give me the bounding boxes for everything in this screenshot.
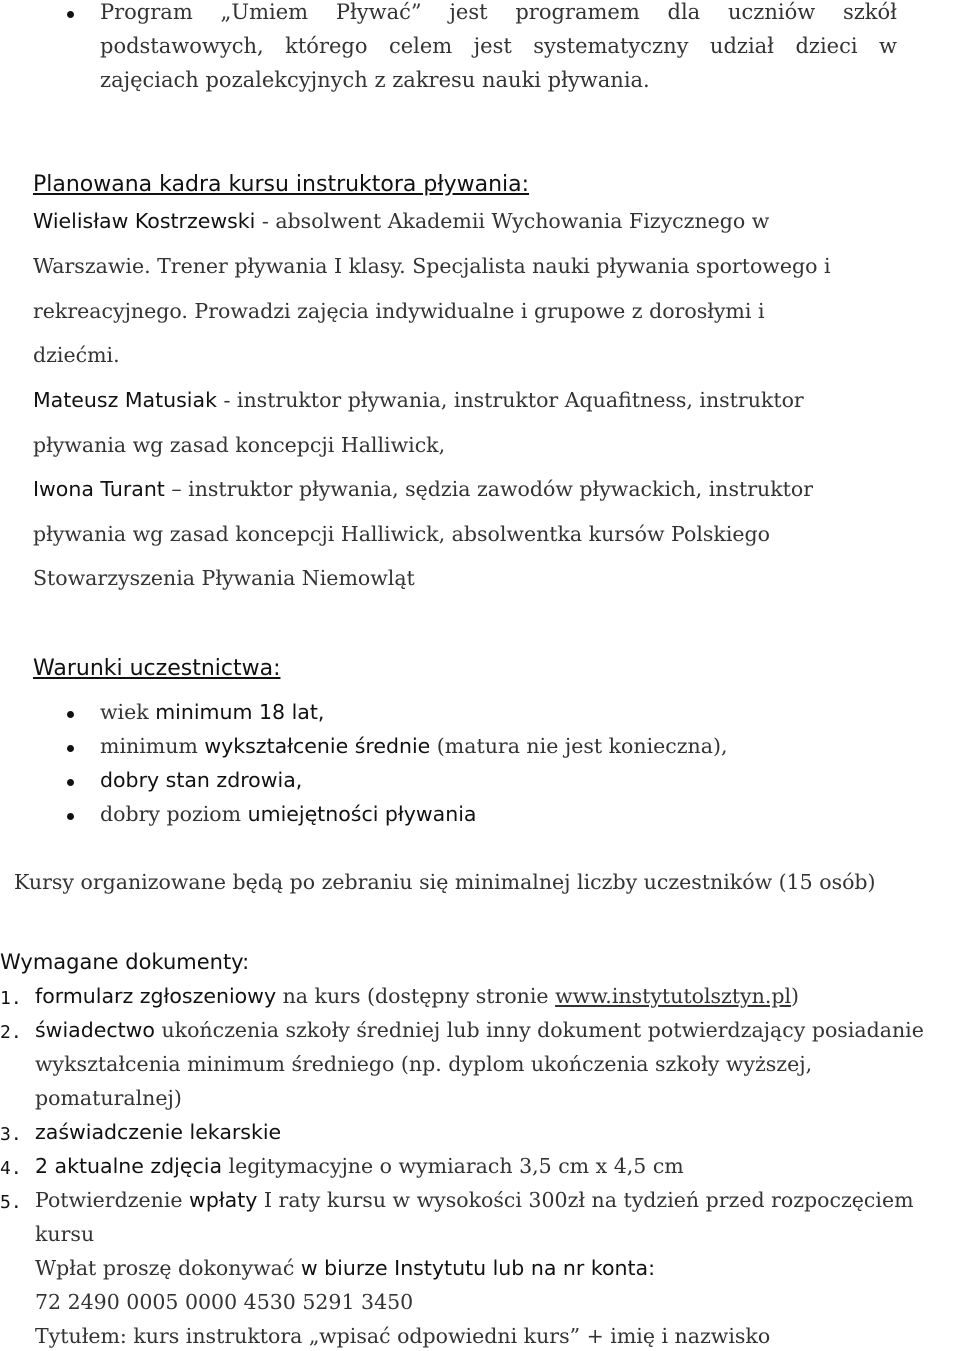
conditions-heading: Warunki uczestnictwa: <box>33 656 281 681</box>
condition-bold: umiejętności pływania <box>247 802 477 826</box>
document-text: kursu <box>35 1222 95 1246</box>
document-text: wykształcenia minimum średniego (np. dyplom ukończenia szkoły wyższej, <box>35 1052 813 1076</box>
document-item <box>35 984 799 1008</box>
staff-name: Iwona Turant <box>33 477 165 501</box>
documents-heading: Wymagane dokumenty: <box>0 950 250 974</box>
payment-text: Wpłat proszę dokonywać <box>35 1256 301 1280</box>
staff-heading: Planowana kadra kursu instruktora pływania: <box>33 172 530 197</box>
staff-text: - instruktor pływania, instruktor Aquafitness, instruktor <box>216 388 804 412</box>
payment-line <box>35 1256 655 1280</box>
staff-text: dziećmi. <box>33 343 120 367</box>
document-bold: wpłaty <box>189 1188 258 1212</box>
list-number: 2. <box>0 1022 22 1043</box>
bullet-icon <box>67 711 74 718</box>
document-text: na kurs (dostępny stronie <box>276 984 556 1008</box>
intro-line: zajęciach pozalekcyjnych z zakresu nauki pływania. <box>100 68 650 92</box>
list-number: 5. <box>0 1192 22 1213</box>
condition-item <box>100 768 302 792</box>
document-item <box>35 1188 914 1212</box>
staff-member-line <box>33 388 804 412</box>
intro-line: Program „Umiem Pływać” jest programem dla uczniów szkół <box>100 0 897 24</box>
list-number: 3. <box>0 1124 22 1145</box>
document-bold: formularz zgłoszeniowy <box>35 984 277 1008</box>
staff-text: - absolwent Akademii Wychowania Fizycznego w <box>255 209 770 233</box>
bullet-icon <box>67 745 74 752</box>
document-item <box>35 1018 924 1042</box>
condition-text: dobry poziom <box>100 802 248 826</box>
document-item <box>35 1154 684 1178</box>
staff-name: Wielisław Kostrzewski <box>33 209 256 233</box>
staff-member-line <box>33 209 769 233</box>
payment-bold: w biurze Instytutu lub na nr konta: <box>300 1256 656 1280</box>
list-number: 1. <box>0 988 22 1009</box>
condition-text: wiek <box>100 700 156 724</box>
bullet-icon <box>67 779 74 786</box>
staff-text: – instruktor pływania, sędzia zawodów pływackich, instruktor <box>164 477 814 501</box>
condition-text: minimum <box>100 734 205 758</box>
staff-text: Stowarzyszenia Pływania Niemowląt <box>33 566 415 590</box>
condition-bold: minimum 18 lat, <box>155 700 325 724</box>
document-bold: świadectwo <box>35 1018 155 1042</box>
condition-item <box>100 700 324 724</box>
staff-text: pływania wg zasad koncepcji Halliwick, <box>33 433 446 457</box>
bullet-icon <box>67 11 74 18</box>
document-text: Potwierdzenie <box>35 1188 190 1212</box>
intro-line: podstawowych, którego celem jest systematyczny udział dzieci w <box>100 34 897 58</box>
institute-website-link[interactable]: www.instytutolsztyn.pl <box>555 984 792 1008</box>
bullet-icon <box>67 813 74 820</box>
document-item <box>35 1120 281 1144</box>
staff-name: Mateusz Matusiak <box>33 388 217 412</box>
document-text: ) <box>791 984 800 1008</box>
document-text: I raty kursu w wysokości 300zł na tydzień przed rozpoczęciem <box>257 1188 914 1212</box>
course-note: Kursy organizowane będą po zebraniu się minimalnej liczby uczestników (15 osób) <box>14 870 876 894</box>
staff-text: Warszawie. Trener pływania I klasy. Specjalista nauki pływania sportowego i <box>33 254 831 278</box>
condition-item <box>100 734 727 758</box>
condition-bold: dobry stan zdrowia, <box>100 768 303 792</box>
document-bold: zaświadczenie lekarskie <box>35 1120 282 1144</box>
document-bold: 2 aktualne zdjęcia <box>35 1154 223 1178</box>
staff-text: rekreacyjnego. Prowadzi zajęcia indywidualne i grupowe z dorosłymi i <box>33 299 765 323</box>
staff-member-line <box>33 477 813 501</box>
document-text: ukończenia szkoły średniej lub inny dokument potwierdzający posiadanie <box>154 1018 924 1042</box>
condition-item <box>100 802 476 826</box>
bank-account-number: 72 2490 0005 0000 4530 5291 3450 <box>35 1290 414 1314</box>
staff-text: pływania wg zasad koncepcji Halliwick, absolwentka kursów Polskiego <box>33 522 770 546</box>
condition-text: (matura nie jest konieczna), <box>430 734 728 758</box>
document-text: pomaturalnej) <box>35 1086 182 1110</box>
document-text: legitymacyjne o wymiarach 3,5 cm x 4,5 cm <box>222 1154 684 1178</box>
condition-bold: wykształcenie średnie <box>204 734 431 758</box>
payment-title: Tytułem: kurs instruktora „wpisać odpowiedni kurs” + imię i nazwisko <box>35 1324 771 1348</box>
list-number: 4. <box>0 1158 22 1179</box>
